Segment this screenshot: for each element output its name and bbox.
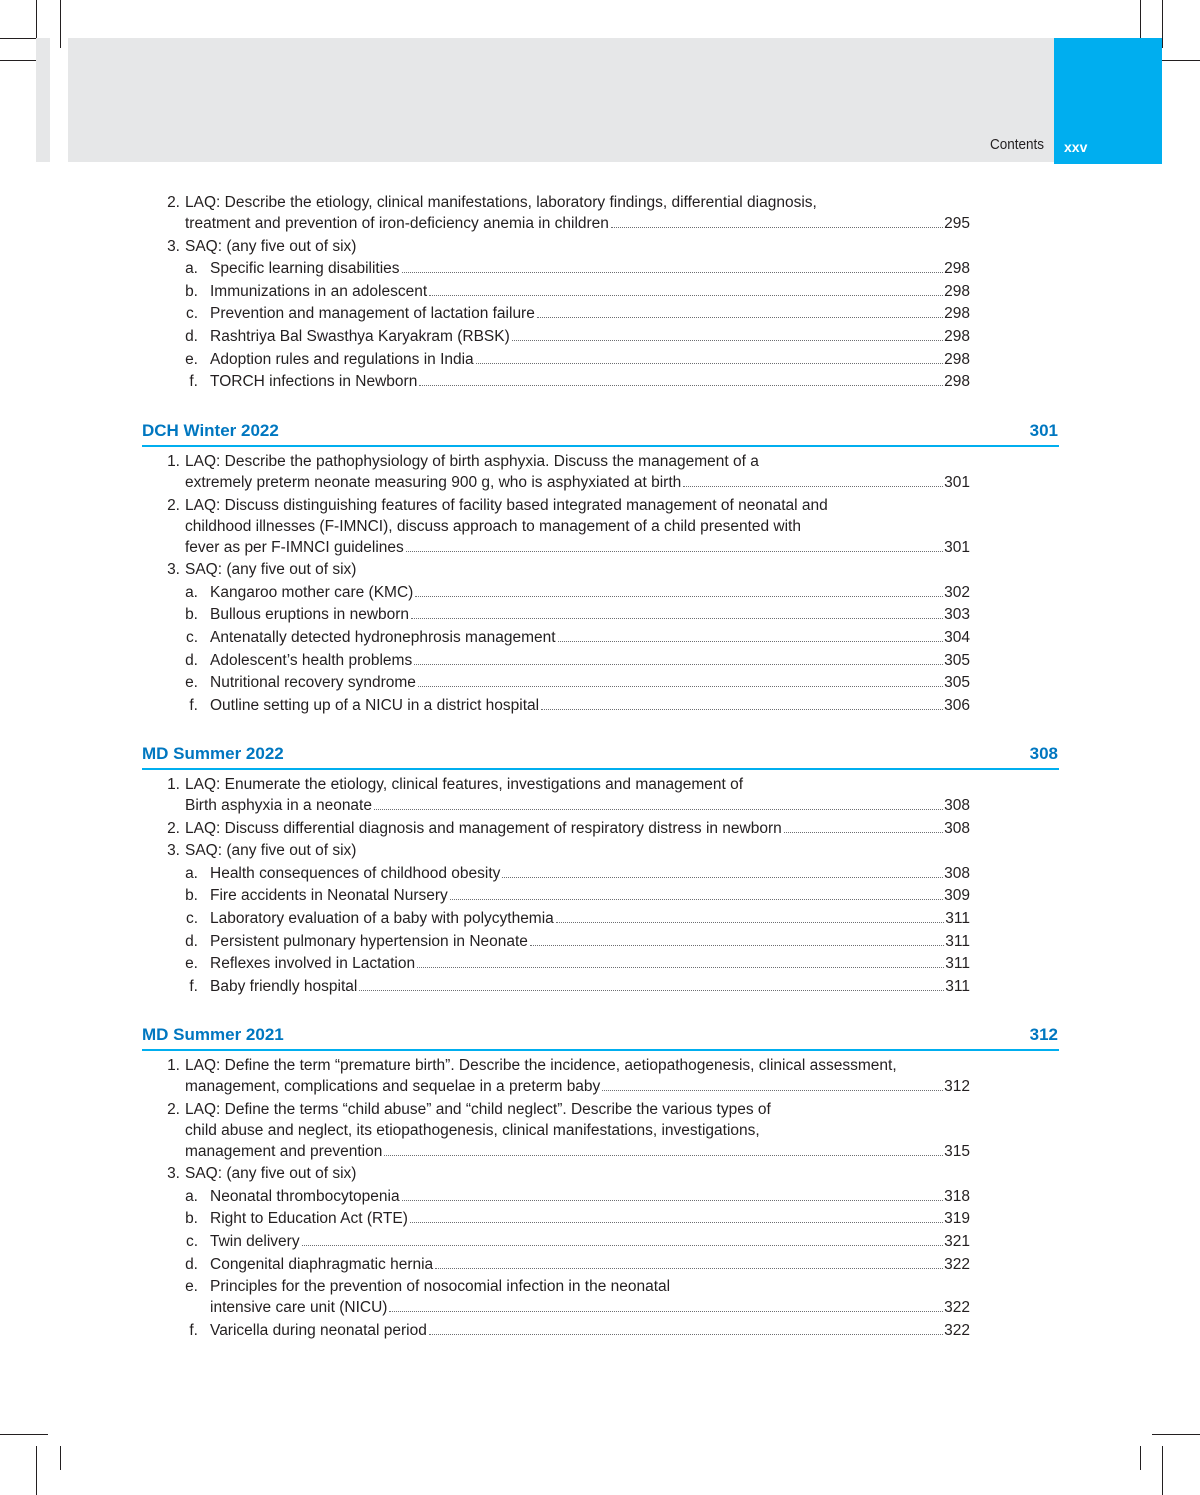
entry-text-line: child abuse and neglect, its etiopathogenesis, clinical manifestations, investigations, <box>185 1121 760 1139</box>
item-number: f. <box>189 1321 198 1339</box>
item-number: 3. <box>167 561 180 579</box>
entry-text-line: SAQ: (any five out of six) <box>185 237 357 255</box>
dot-leader <box>429 295 943 296</box>
item-number: 1. <box>167 453 180 470</box>
entry-page: 322 <box>944 1255 970 1273</box>
toc-entry <box>210 1321 970 1341</box>
entry-title: Bullous eruptions in newborn <box>210 606 410 624</box>
item-number: c. <box>185 629 198 646</box>
entry-text-line: SAQ: (any five out of six) <box>185 842 357 860</box>
item-number: e. <box>185 674 198 692</box>
toc-entry <box>210 673 970 693</box>
toc-entry <box>185 538 970 558</box>
item-number: d. <box>185 1255 198 1273</box>
item-number: d. <box>185 651 198 669</box>
entry-title: extremely preterm neonate measuring 900 g, who is asphyxiated at birth <box>185 474 682 491</box>
toc-entry <box>210 304 970 324</box>
dot-leader <box>359 990 944 991</box>
entry-page: 298 <box>944 260 970 278</box>
dot-leader <box>402 1200 944 1201</box>
entry-text-line: SAQ: (any five out of six) <box>185 561 357 579</box>
entry-title: Prevention and management of lactation failure <box>210 305 535 323</box>
entry-page: 303 <box>944 606 970 624</box>
entry-title: Baby friendly hospital <box>210 977 358 995</box>
item-number: d. <box>185 328 198 345</box>
entry-text-line: childhood illnesses (F-IMNCI), discuss approach to management of a child presented with <box>185 517 801 535</box>
entry-page: 311 <box>945 955 970 973</box>
entry-title: Right to Education Act (RTE) <box>210 1210 408 1228</box>
entry-page: 315 <box>944 1142 970 1160</box>
toc-entry <box>210 864 970 884</box>
dot-leader <box>450 899 943 900</box>
dot-leader <box>541 709 943 710</box>
entry-page: 308 <box>944 819 970 837</box>
section-rule <box>142 445 1059 447</box>
running-title: Contents <box>989 136 1044 153</box>
entry-title: Nutritional recovery syndrome <box>210 674 416 692</box>
dot-leader <box>429 1334 943 1335</box>
toc-entry <box>210 651 970 671</box>
entry-page: 305 <box>944 651 970 669</box>
entry-page: 308 <box>944 797 970 814</box>
toc-entry <box>210 1298 970 1318</box>
entry-title: LAQ: Discuss differential diagnosis and management of respiratory distress in newborn <box>185 819 782 837</box>
item-number: a. <box>185 583 198 601</box>
dot-leader <box>683 486 943 487</box>
entry-page: 311 <box>945 977 970 995</box>
entry-page: 311 <box>945 910 970 927</box>
toc-entry <box>210 628 970 648</box>
crop-mark <box>60 1446 61 1470</box>
entry-text-line: LAQ: Define the term “premature birth”. Describe the incidence, aetiopathogenesis, clinical assessment, <box>185 1057 897 1074</box>
item-number: 3. <box>167 1165 180 1183</box>
crop-mark <box>1162 0 1163 48</box>
entry-title: TORCH infections in Newborn <box>210 373 418 391</box>
dot-leader <box>556 922 944 923</box>
entry-page: 304 <box>944 629 970 646</box>
toc-entry <box>210 605 970 625</box>
dot-leader <box>410 1222 943 1223</box>
dot-leader <box>419 385 943 386</box>
entry-title: Congenital diaphragmatic hernia <box>210 1255 434 1273</box>
dot-leader <box>502 877 943 878</box>
item-number: f. <box>189 373 198 391</box>
section-page: 308 <box>1029 744 1058 763</box>
entry-title: Birth asphyxia in a neonate <box>185 797 372 814</box>
dot-leader <box>558 641 944 642</box>
entry-page: 312 <box>944 1078 970 1095</box>
entry-title: Laboratory evaluation of a baby with polycythemia <box>210 910 554 927</box>
dot-leader <box>418 686 943 687</box>
entry-title: Health consequences of childhood obesity <box>210 864 501 882</box>
entry-title: Twin delivery <box>210 1233 300 1250</box>
toc-entry <box>210 1255 970 1275</box>
dot-leader <box>435 1268 943 1269</box>
entry-page: 298 <box>944 305 970 323</box>
item-number: a. <box>185 1187 198 1205</box>
crop-mark <box>36 1446 37 1495</box>
toc-entry <box>210 954 970 974</box>
item-number: a. <box>185 260 198 278</box>
entry-page: 321 <box>944 1233 970 1250</box>
dot-leader <box>476 363 943 364</box>
toc-entry <box>210 886 970 906</box>
toc-entry <box>210 259 970 279</box>
item-number: b. <box>185 887 198 905</box>
entry-title: Antenatally detected hydronephrosis management <box>210 629 556 646</box>
toc-entry <box>185 1142 970 1162</box>
header-band <box>68 38 1054 162</box>
dot-leader <box>406 551 943 552</box>
entry-title: Rashtriya Bal Swasthya Karyakram (RBSK) <box>210 328 510 345</box>
entry-page: 309 <box>944 887 970 905</box>
toc-entry <box>210 282 970 302</box>
toc-entry <box>185 214 970 234</box>
item-number: b. <box>185 282 198 300</box>
entry-page: 295 <box>944 215 970 232</box>
entry-title: Adolescent’s health problems <box>210 651 413 669</box>
toc-entry <box>210 583 970 603</box>
toc-entry <box>210 1187 970 1207</box>
entry-title: treatment and prevention of iron-deficiency anemia in children <box>185 215 609 232</box>
crop-mark <box>1140 1446 1141 1470</box>
entry-page: 305 <box>944 674 970 692</box>
toc-entry <box>210 1232 970 1252</box>
entry-page: 318 <box>944 1187 970 1205</box>
dot-leader <box>389 1311 943 1312</box>
dot-leader <box>415 596 943 597</box>
header-band-edge <box>36 38 50 162</box>
dot-leader <box>602 1090 943 1091</box>
entry-title: Immunizations in an adolescent <box>210 282 428 300</box>
dot-leader <box>411 618 943 619</box>
dot-leader <box>611 227 943 228</box>
dot-leader <box>414 664 943 665</box>
toc-entry <box>185 473 970 493</box>
section-rule <box>142 768 1059 770</box>
entry-text-line: LAQ: Describe the etiology, clinical manifestations, laboratory findings, differential diagnosis, <box>185 194 817 211</box>
item-number: 1. <box>167 776 180 793</box>
item-number: c. <box>185 305 198 323</box>
toc-entry <box>210 327 970 347</box>
entry-text-line: LAQ: Define the terms “child abuse” and “child neglect”. Describe the various types of <box>185 1100 771 1118</box>
entry-page: 298 <box>944 373 970 391</box>
toc-entry <box>210 696 970 716</box>
entry-page: 298 <box>944 350 970 368</box>
dot-leader <box>402 272 944 273</box>
item-number: e. <box>185 1278 198 1296</box>
item-number: 1. <box>167 1057 180 1074</box>
entry-title: Outline setting up of a NICU in a district hospital <box>210 696 540 714</box>
entry-page: 306 <box>944 696 970 714</box>
item-number: b. <box>185 1210 198 1228</box>
dot-leader <box>417 967 944 968</box>
item-number: c. <box>185 1233 198 1250</box>
dot-leader <box>384 1155 943 1156</box>
item-number: f. <box>189 977 198 995</box>
entry-text-line: SAQ: (any five out of six) <box>185 1165 357 1183</box>
dot-leader <box>530 945 944 946</box>
item-number: c. <box>185 910 198 927</box>
entry-page: 322 <box>944 1321 970 1339</box>
item-number: b. <box>185 606 198 624</box>
entry-title: management, complications and sequelae in a preterm baby <box>185 1078 601 1095</box>
section-page: 312 <box>1029 1025 1058 1044</box>
toc-entry <box>210 932 970 952</box>
entry-page: 298 <box>944 282 970 300</box>
item-number: d. <box>185 932 198 950</box>
item-number: e. <box>185 350 198 368</box>
item-number: 2. <box>167 819 180 837</box>
entry-text-line: LAQ: Enumerate the etiology, clinical features, investigations and management of <box>185 776 744 793</box>
entry-page: 298 <box>944 328 970 345</box>
item-number: f. <box>189 696 198 714</box>
toc-entry <box>210 372 970 392</box>
section-title: MD Summer 2022 <box>142 744 284 763</box>
toc-entry <box>210 1209 970 1229</box>
item-number: 2. <box>167 194 180 211</box>
toc-entry <box>185 796 970 816</box>
entry-page: 319 <box>944 1210 970 1228</box>
dot-leader <box>512 340 943 341</box>
item-number: 2. <box>167 1100 180 1118</box>
toc-entry <box>210 977 970 997</box>
item-number: e. <box>185 955 198 973</box>
item-number: 3. <box>167 237 180 255</box>
page-number: xxv <box>1064 139 1088 155</box>
entry-title: Persistent pulmonary hypertension in Neonate <box>210 932 528 950</box>
crop-mark <box>60 0 61 48</box>
entry-page: 301 <box>944 538 970 556</box>
dot-leader <box>784 832 943 833</box>
section-page: 301 <box>1029 421 1058 440</box>
entry-page: 311 <box>945 932 970 950</box>
entry-title: Kangaroo mother care (KMC) <box>210 583 414 601</box>
entry-page: 302 <box>944 583 970 601</box>
dot-leader <box>537 317 943 318</box>
entry-title: Adoption rules and regulations in India <box>210 350 474 368</box>
toc-entry <box>185 1077 970 1097</box>
section-title: DCH Winter 2022 <box>142 421 279 440</box>
entry-text-line: LAQ: Describe the pathophysiology of birth asphyxia. Discuss the management of a <box>185 453 759 470</box>
entry-title: fever as per F-IMNCI guidelines <box>185 538 404 556</box>
entry-title: intensive care unit (NICU) <box>210 1299 388 1317</box>
entry-page: 301 <box>944 474 970 491</box>
entry-title: Varicella during neonatal period <box>210 1321 427 1339</box>
toc-entry <box>185 819 970 839</box>
entry-text-line: Principles for the prevention of nosocomial infection in the neonatal <box>210 1278 671 1296</box>
section-rule <box>142 1049 1059 1051</box>
crop-mark <box>1162 1446 1163 1495</box>
section-title: MD Summer 2021 <box>142 1025 284 1044</box>
entry-page: 322 <box>944 1299 970 1317</box>
item-number: 2. <box>167 496 180 514</box>
entry-title: Reflexes involved in Lactation <box>210 955 416 973</box>
entry-title: Neonatal thrombocytopenia <box>210 1187 400 1205</box>
entry-text-line: LAQ: Discuss distinguishing features of facility based integrated management of neonatal and <box>185 496 828 514</box>
dot-leader <box>302 1245 944 1246</box>
toc-entry <box>210 350 970 370</box>
crop-mark <box>1152 1434 1200 1435</box>
dot-leader <box>374 809 943 810</box>
toc-entry <box>210 909 970 929</box>
entry-title: management and prevention <box>185 1142 383 1160</box>
entry-page: 308 <box>944 864 970 882</box>
entry-title: Specific learning disabilities <box>210 260 400 278</box>
item-number: 3. <box>167 842 180 860</box>
entry-title: Fire accidents in Neonatal Nursery <box>210 887 448 905</box>
item-number: a. <box>185 864 198 882</box>
crop-mark <box>0 1434 48 1435</box>
